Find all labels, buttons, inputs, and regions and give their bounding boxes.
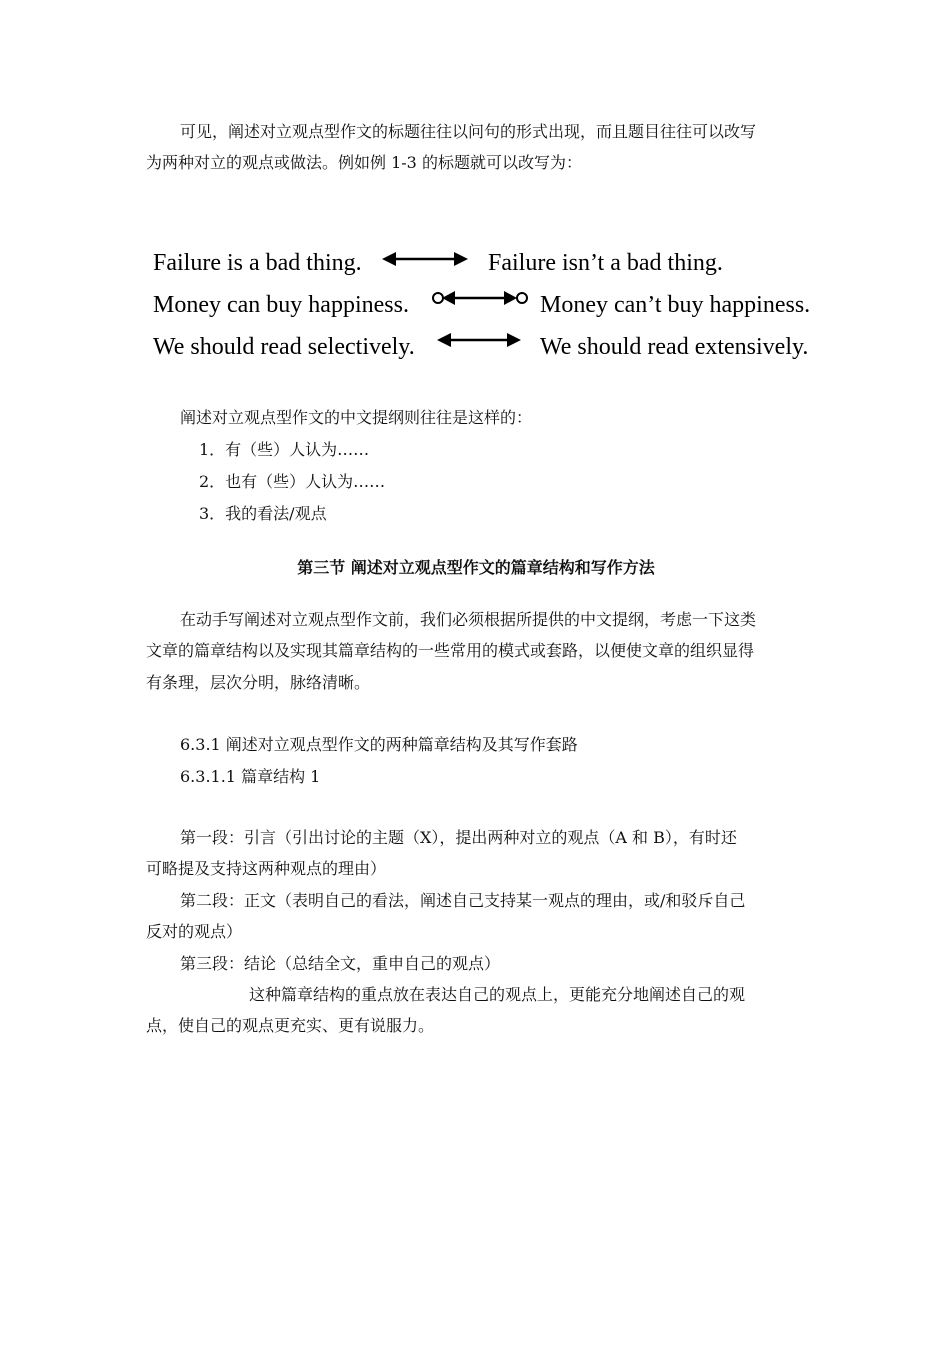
double-arrow-icon bbox=[382, 248, 468, 270]
structure-para-2-line-1: 第二段：正文（表明自己的看法，阐述自己支持某一观点的理由，或/和驳斥自己 bbox=[180, 891, 746, 910]
outline-item-2: 2．也有（些）人认为…… bbox=[199, 472, 386, 491]
section-para-line-1: 在动手写阐述对立观点型作文前，我们必须根据所提供的中文提纲，考虑一下这类 bbox=[180, 610, 757, 629]
figure-row-2-left: Money can buy happiness. bbox=[153, 292, 409, 318]
structure-para-1-line-2: 可略提及支持这两种观点的理由） bbox=[146, 859, 387, 878]
opposing-views-figure bbox=[148, 238, 838, 368]
structure-summary-line-1: 这种篇章结构的重点放在表达自己的观点上，更能充分地阐述自己的观 bbox=[249, 985, 746, 1004]
double-arrow-icon bbox=[437, 329, 521, 351]
outline-item-1: 1．有（些）人认为…… bbox=[199, 440, 370, 459]
section-title: 第三节 阐述对立观点型作文的篇章结构和写作方法 bbox=[297, 558, 655, 577]
section-para-line-2: 文章的篇章结构以及实现其篇章结构的一些常用的模式或套路，以便使文章的组织显得 bbox=[146, 641, 755, 660]
outline-item-3: 3．我的看法/观点 bbox=[199, 504, 327, 523]
figure-row-1-right: Failure isn’t a bad thing. bbox=[488, 250, 723, 276]
outline-intro: 阐述对立观点型作文的中文提纲则往往是这样的： bbox=[180, 408, 533, 427]
subsection-heading-6-3-1-1: 6.3.1.1 篇章结构 1 bbox=[180, 767, 321, 786]
structure-summary-line-2: 点，使自己的观点更充实、更有说服力。 bbox=[146, 1016, 435, 1035]
structure-para-3: 第三段：结论（总结全文，重申自己的观点） bbox=[180, 954, 501, 973]
structure-para-1-line-1: 第一段：引言（引出讨论的主题（X），提出两种对立的观点（A 和 B），有时还 bbox=[180, 828, 737, 847]
figure-row-1-left: Failure is a bad thing. bbox=[153, 250, 362, 276]
subsection-heading-6-3-1: 6.3.1 阐述对立观点型作文的两种篇章结构及其写作套路 bbox=[180, 735, 578, 754]
figure-row-3-left: We should read selectively. bbox=[153, 334, 415, 360]
figure-row-2-right: Money can’t buy happiness. bbox=[540, 292, 811, 318]
intro-line-1: 可见，阐述对立观点型作文的标题往往以问句的形式出现，而且题目往往可以改写 bbox=[180, 122, 757, 141]
structure-para-2-line-2: 反对的观点） bbox=[146, 922, 243, 941]
figure-row-3-right: We should read extensively. bbox=[540, 334, 809, 360]
intro-line-2: 为两种对立的观点或做法。例如例 1-3 的标题就可以改写为： bbox=[146, 153, 582, 172]
section-para-line-3: 有条理，层次分明，脉络清晰。 bbox=[146, 673, 371, 692]
circle-arrow-icon bbox=[431, 287, 529, 309]
